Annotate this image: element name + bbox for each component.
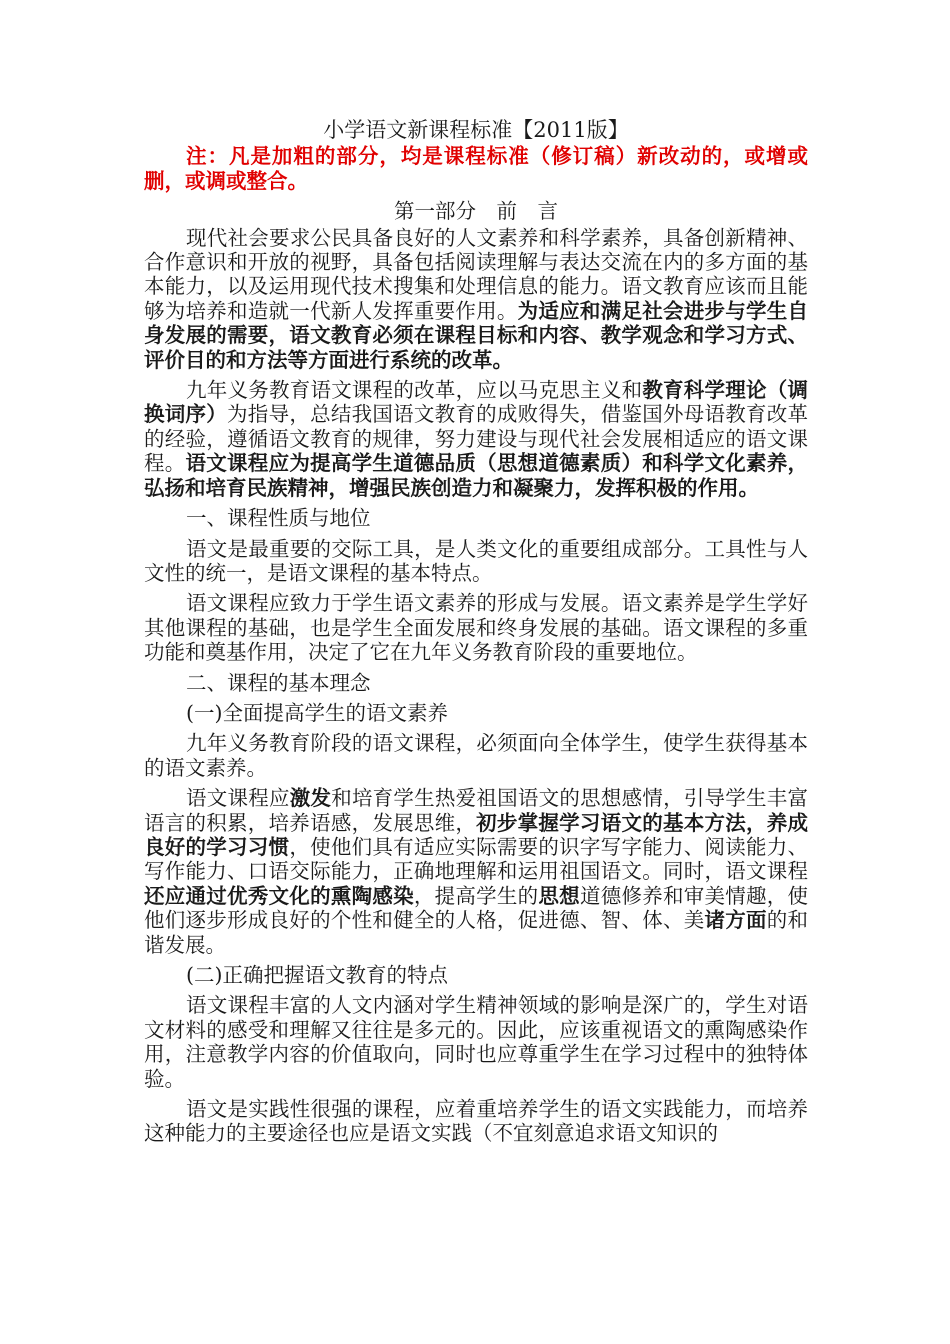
- text-run: 语文课程应: [186, 786, 290, 811]
- section-heading-2: 二、课程的基本理念: [186, 670, 371, 695]
- paragraph-nature-1: 语文是最重要的交际工具，是人类文化的重要组成部分。工具性与人文性的统一，是语文课程的基本特点。: [144, 536, 808, 585]
- bold-revision: 激发: [289, 786, 332, 811]
- bold-revision: 还应通过优秀文化的熏陶感染: [144, 883, 414, 908]
- text-run: ，提高学生的: [413, 883, 539, 908]
- subsection-heading-1: (一)全面提高学生的语文素养: [186, 700, 448, 725]
- document-title: 小学语文新课程标准【2011版】: [323, 118, 629, 142]
- subsection-heading-2: (二)正确把握语文教育的特点: [186, 963, 448, 987]
- text-run: 现代社会要求公民具备良好的人文素养和科学素养，具备创新精神、合作意识和开放的视野，具备包括阅读理解与表达交流在内的多方面的基本能力，以及运用现代技术搜集和处理信息的能力。语文教育应该而且能够为培养和造就一代新人发挥重要作用。: [144, 225, 808, 323]
- text-run: 的和谐发展。: [144, 908, 809, 957]
- document-page: [144, 118, 808, 1152]
- text-run: 道德修养和审美情趣，使他们逐步形成良好的个性和健全的人格，促进德、智、体、美: [144, 883, 809, 933]
- part-heading: 第一部分 前 言: [394, 199, 558, 224]
- paragraph-literacy-2: [144, 786, 808, 957]
- text-run: 和培育学生热爱祖国语文的思想感情，引导学生丰富语言的积累，培养语感，发展思维，: [144, 786, 809, 835]
- revision-note: 注：凡是加粗的部分，均是课程标准（修订稿）新改动的，或增或删，或调或整合。: [144, 144, 808, 193]
- bold-revision: 思想: [538, 883, 580, 908]
- text-run: 九年义务教育语文课程的改革，应以马克思主义和: [186, 378, 643, 403]
- paragraph-features-2: 语文是实践性很强的课程，应着重培养学生的语文实践能力，而培养这种能力的主要途径也应是语文实践（不宜刻意追求语文知识的: [144, 1097, 808, 1146]
- bold-revision: 初步掌握学习语文的基本方法，养成良好的学习习惯: [144, 810, 809, 859]
- paragraph-features-1: 语文课程丰富的人文内涵对学生精神领域的影响是深广的，学生对语文材料的感受和理解又往往是多元的。因此，应该重视语文的熏陶感染作用，注意教学内容的价值取向，同时也应尊重学生在学习过程中的独特体验。: [144, 993, 808, 1091]
- paragraph-preface-1: [144, 226, 808, 372]
- section-heading-1: 一、课程性质与地位: [186, 506, 371, 531]
- paragraph-literacy-1: 九年义务教育阶段的语文课程，必须面向全体学生，使学生获得基本的语文素养。: [144, 731, 808, 780]
- bold-revision: 为适应和满足社会进步与学生自身发展的需要，语文教育必须在课程目标和内容、教学观念和学习方式、评价目的和方法等方面进行系统的改革。: [144, 298, 809, 372]
- paragraph-preface-2: [144, 378, 808, 500]
- bold-revision: 诸方面: [704, 908, 767, 933]
- text-run: 为指导，总结我国语文教育的成败得失，借鉴国外母语教育改革的经验，遵循语文教育的规律，努力建设与现代社会发展相适应的语文课程。: [144, 402, 809, 476]
- paragraph-nature-2: 语文课程应致力于学生语文素养的形成与发展。语文素养是学生学好其他课程的基础，也是学生全面发展和终身发展的基础。语文课程的多重功能和奠基作用，决定了它在九年义务教育阶段的重要地位。: [144, 591, 808, 665]
- text-run: ，使他们具有适应实际需要的识字写字能力、阅读能力、写作能力、口语交际能力，正确地理解和运用祖国语文。同时，语文课程: [144, 834, 809, 884]
- bold-revision: 教育科学理论（调换词序）: [144, 378, 809, 427]
- bold-revision: 语文课程应为提高学生道德品质（思想道德素质）和科学文化素养，弘扬和培育民族精神，增强民族创造力和凝聚力，发挥积极的作用。: [144, 451, 809, 500]
